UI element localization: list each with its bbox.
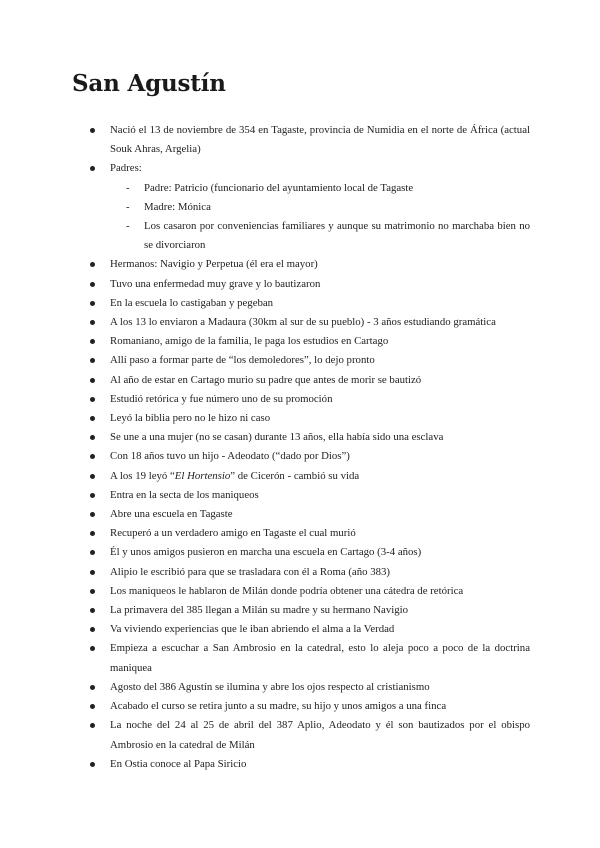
list-item: La primavera del 385 llegan a Milán su madre y su hermano Navigio: [90, 601, 530, 620]
list-item: En Ostia conoce al Papa Siricio: [90, 755, 530, 774]
list-item: Romaniano, amigo de la familia, le paga los estudios en Cartago: [90, 332, 530, 351]
bullet-list: [90, 121, 530, 774]
list-item-padres: [90, 159, 530, 255]
list-item-label: Padres:: [110, 162, 142, 175]
list-item: Tuvo una enfermedad muy grave y lo bautizaron: [90, 275, 530, 294]
list-item: Con 18 años tuvo un hijo - Adeodato (“dado por Dios”): [90, 447, 530, 466]
sub-list: [110, 179, 530, 256]
list-item: Va viviendo experiencias que le iban abriendo el alma a la Verdad: [90, 620, 530, 639]
list-item: La noche del 24 al 25 de abril del 387 Aplio, Adeodato y él son bautizados por el obispo Ambrosio en la catedral de Milán: [90, 716, 530, 754]
list-item: Agosto del 386 Agustín se ilumina y abre los ojos respecto al cristianismo: [90, 678, 530, 697]
sub-list-item: - Madre: Mónica: [110, 198, 530, 217]
list-item: Alipio le escribió para que se trasladara con él a Roma (año 383): [90, 563, 530, 582]
list-item: Hermanos: Navigio y Perpetua (él era el mayor): [90, 255, 530, 274]
list-item: Al año de estar en Cartago murio su padre que antes de morir se bautizó: [90, 371, 530, 390]
list-item: Los maniqueos le hablaron de Milán donde podría obtener una cátedra de retórica: [90, 582, 530, 601]
list-item: Acabado el curso se retira junto a su madre, su hijo y unos amigos a una finca: [90, 697, 530, 716]
list-item: En la escuela lo castigaban y pegeban: [90, 294, 530, 313]
sub-list-item: - Padre: Patricio (funcionario del ayuntamiento local de Tagaste: [110, 179, 530, 198]
page-title: San Agustín: [72, 70, 226, 97]
list-item: Él y unos amigos pusieron en marcha una escuela en Cartago (3-4 años): [90, 543, 530, 562]
list-item: Estudió retórica y fue número uno de su promoción: [90, 390, 530, 409]
list-item: Allí paso a formar parte de “los demoledores”, lo dejo pronto: [90, 351, 530, 370]
list-item: Leyó la biblia pero no le hizo ni caso: [90, 409, 530, 428]
book-title: El Hortensio: [174, 469, 231, 482]
list-item: Entra en la secta de los maniqueos: [90, 486, 530, 505]
list-item: Empieza a escuchar a San Ambrosio en la catedral, esto lo aleja poco a poco de la doctrina maniquea: [90, 639, 530, 677]
list-item: A los 19 leyó “El Hortensio” de Cicerón - cambió su vida: [90, 467, 530, 486]
list-item: Nació el 13 de noviembre de 354 en Tagaste, provincia de Numidia en el norte de África (actual Souk Ahras, Argelia): [90, 121, 530, 159]
list-item: Abre una escuela en Tagaste: [90, 505, 530, 524]
list-item: Se une a una mujer (no se casan) durante 13 años, ella había sido una esclava: [90, 428, 530, 447]
sub-list-item: - Los casaron por conveniencias familiares y aunque su matrimonio no marchaba bien no se divorciaron: [110, 217, 530, 255]
list-item: Recuperó a un verdadero amigo en Tagaste el cual murió: [90, 524, 530, 543]
list-item: A los 13 lo enviaron a Madaura (30km al sur de su pueblo) - 3 años estudiando gramática: [90, 313, 530, 332]
